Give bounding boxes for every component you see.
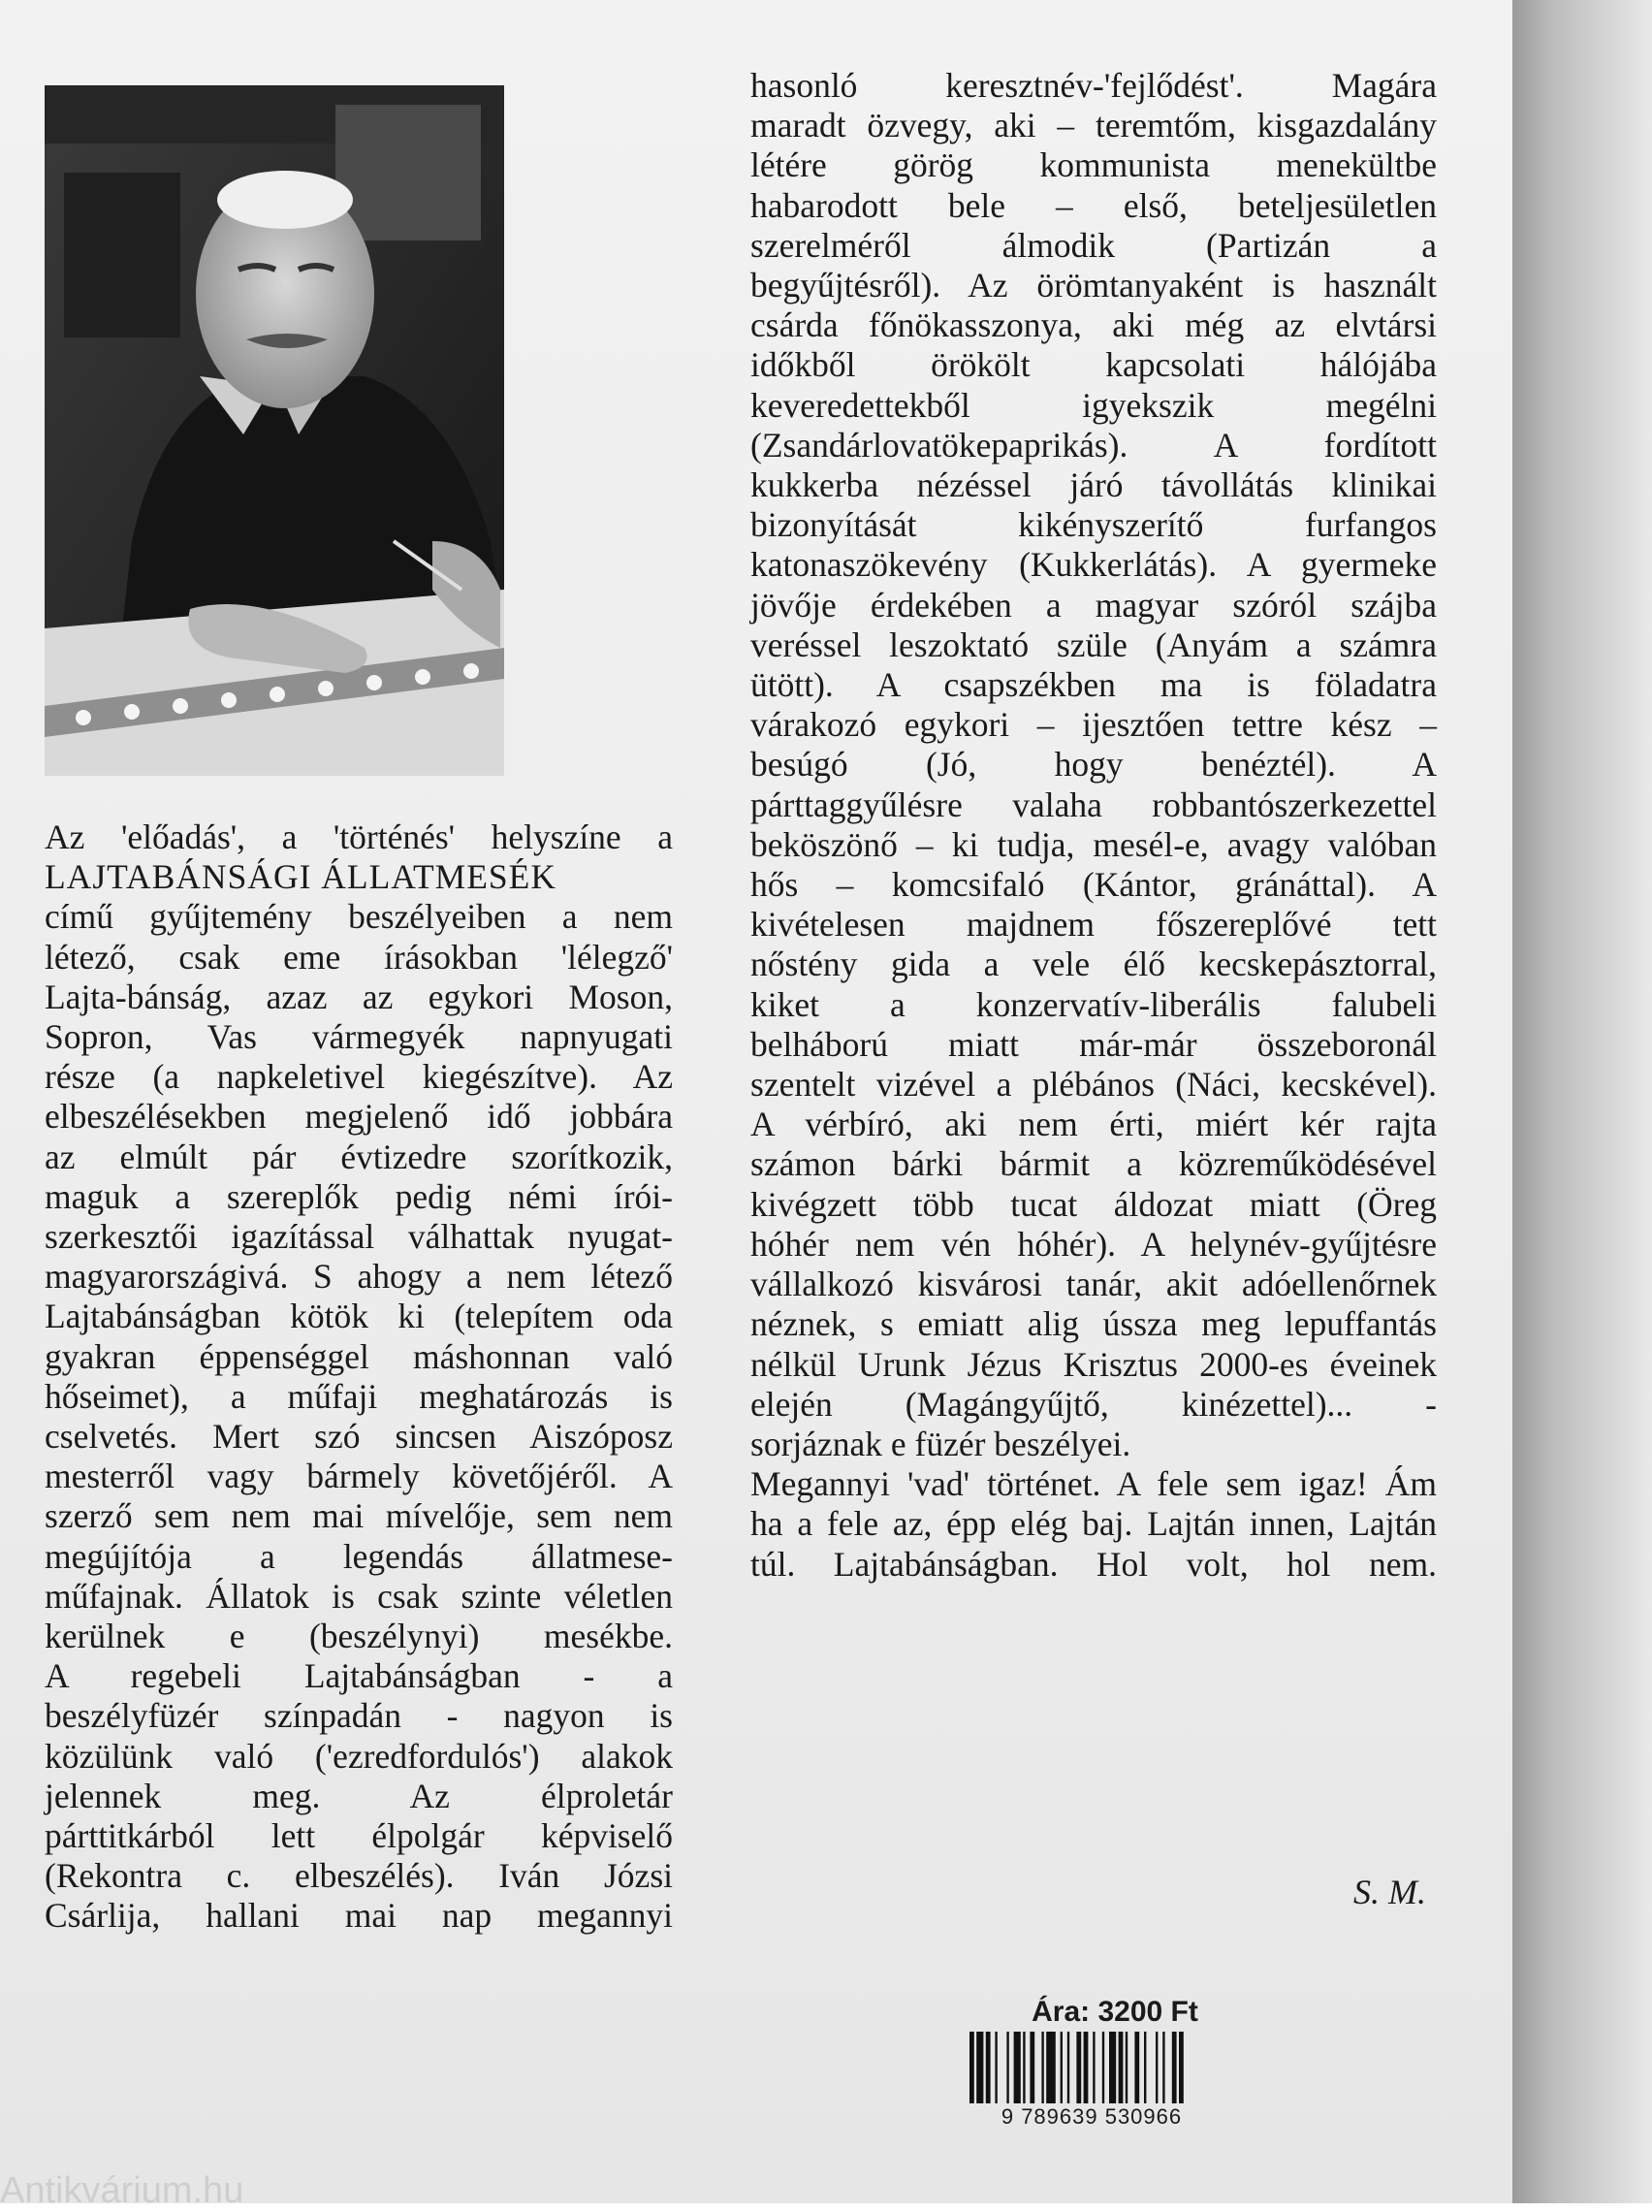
- text-line: párttaggyűlésre valaha robbantószerkezettel: [750, 785, 1437, 824]
- text-line: belháború miatt már-már összeboronál: [750, 1024, 1437, 1064]
- text-line: ha a fele az, épp elég baj. Lajtán innen, Lajtán: [750, 1504, 1437, 1544]
- text-line: A regebeli Lajtabánságban - a: [45, 1656, 673, 1696]
- text-line: elején (Magángyűjtő, kinézettel)... -: [750, 1384, 1437, 1424]
- text-line: megújítója a legendás állatmese-: [45, 1536, 673, 1576]
- text-line: létező, csak eme írásokban 'lélegző': [45, 937, 673, 977]
- author-signature: S. M.: [1353, 1873, 1426, 1911]
- text-line: hasonló keresztnév-'fejlődést'. Magára: [750, 66, 1437, 105]
- watermark: Antikvárium.hu: [0, 2170, 244, 2211]
- text-line: túl. Lajtabánságban. Hol volt, hol nem.: [750, 1544, 1437, 1584]
- text-line: várakozó egykori – ijesztően tettre kész –: [750, 705, 1437, 745]
- text-line: párttitkárból lett élpolgár képviselő: [45, 1816, 673, 1856]
- text-line: Az 'előadás', a 'történés' helyszíne a: [45, 817, 673, 856]
- text-line: nélkül Urunk Jézus Krisztus 2000-es éveinek: [750, 1344, 1437, 1384]
- text-line: jövője érdekében a magyar szóról szájba: [750, 585, 1437, 625]
- barcode: [966, 2032, 1218, 2103]
- text-line: számon bárki bármit a közreműködésével: [750, 1144, 1437, 1184]
- text-line: cselvetés. Mert szó sincsen Aiszóposz: [45, 1417, 673, 1457]
- text-line: kerülnek e (beszélynyi) mesékbe.: [45, 1617, 673, 1656]
- text-line: beszélyfüzér színpadán - nagyon is: [45, 1696, 673, 1736]
- text-line: szerkesztői igazítással válhattak nyugat-: [45, 1217, 673, 1257]
- text-line: kiket a konzervatív-liberális falubeli: [750, 984, 1437, 1024]
- text-line: című gyűjtemény beszélyeiben a nem: [45, 897, 673, 937]
- text-line: habarodott bele – első, beteljesületlen: [750, 185, 1437, 225]
- text-line: műfajnak. Állatok is csak szinte véletlen: [45, 1576, 673, 1616]
- text-line: Megannyi 'vad' történet. A fele sem igaz! Ám: [750, 1464, 1437, 1504]
- text-line: nőstény gida a vele élő kecskepásztorral,: [750, 945, 1437, 984]
- text-line: keveredettekből igyekszik megélni: [750, 385, 1437, 425]
- author-photo: [45, 85, 504, 776]
- text-line: Sopron, Vas vármegyék napnyugati: [45, 1017, 673, 1057]
- book-title: LAJTABÁNSÁGI ÁLLATMESÉK: [45, 857, 556, 897]
- text-line: kivételesen majdnem főszereplővé tett: [750, 905, 1437, 945]
- text-line: kukkerba nézéssel járó távollátás klinikai: [750, 465, 1437, 505]
- text-line: sorjáznak e füzér beszélyei.: [750, 1424, 1131, 1463]
- text-line: maradt özvegy, aki – teremtőm, kisgazdalány: [750, 106, 1437, 145]
- text-line: közülünk való ('ezredfordulós') alakok: [45, 1736, 673, 1776]
- page-edge-shadow: [1512, 0, 1652, 2203]
- text-line: magyarországivá. S ahogy a nem létező: [45, 1257, 673, 1297]
- text-line: szerző sem nem mai mívelője, sem nem: [45, 1496, 673, 1536]
- text-line: besúgó (Jó, hogy benéztél). A: [750, 745, 1437, 785]
- text-line: hős – komcsifaló (Kántor, gránáttal). A: [750, 865, 1437, 905]
- text-line: hőseimet), a műfaji meghatározás is: [45, 1376, 673, 1416]
- text-line: néznek, s emiatt alig ússza meg lepuffantás: [750, 1304, 1437, 1344]
- right-text-column: [750, 66, 1437, 1585]
- text-line: veréssel leszoktató szüle (Anyám a számra: [750, 625, 1437, 664]
- text-line: A vérbíró, aki nem érti, miért kér rajta: [750, 1105, 1437, 1144]
- text-line: vállalkozó kisvárosi tanár, akit adóellenőrnek: [750, 1265, 1437, 1304]
- text-line: beköszönő – ki tudja, mesél-e, avagy valóban: [750, 824, 1437, 864]
- text-line: szentelt vizével a plébános (Náci, kecskével).: [750, 1065, 1437, 1105]
- price-label: Ára: 3200 Ft: [1032, 1996, 1198, 2028]
- left-text-column: [45, 817, 673, 1937]
- text-line: csárda főnökasszonya, aki még az elvtársi: [750, 305, 1437, 345]
- barcode-digits: 9 789639 530966: [1001, 2104, 1183, 2129]
- text-line: kivégzett több tucat áldozat miatt (Öreg: [750, 1184, 1437, 1224]
- text-line: (Zsandárlovatökepaprikás). A fordított: [750, 425, 1437, 465]
- text-line: ütött). A csapszékben ma is föladatra: [750, 665, 1437, 705]
- text-line: bizonyítását kikényszerítő furfangos: [750, 505, 1437, 545]
- text-line: gyakran éppenséggel máshonnan való: [45, 1336, 673, 1376]
- text-line: létére görög kommunista menekültbe: [750, 145, 1437, 185]
- text-line: Csárlija, hallani mai nap megannyi: [45, 1896, 673, 1936]
- text-line: Lajtabánságban kötök ki (telepítem oda: [45, 1297, 673, 1336]
- text-line: elbeszélésekben megjelenő idő jobbára: [45, 1097, 673, 1137]
- text-line: része (a napkeletivel kiegészítve). Az: [45, 1057, 673, 1097]
- text-line: jelennek meg. Az élproletár: [45, 1776, 673, 1815]
- text-line: katonaszökevény (Kukkerlátás). A gyermeke: [750, 545, 1437, 585]
- text-line: szerelméről álmodik (Partizán a: [750, 225, 1437, 265]
- text-line: hóhér nem vén hóhér). A helynév-gyűjtésre: [750, 1224, 1437, 1264]
- text-line: (Rekontra c. elbeszélés). Iván Józsi: [45, 1856, 673, 1896]
- text-line: az elmúlt pár évtizedre szorítkozik,: [45, 1137, 673, 1176]
- text-line: időkből örökölt kapcsolati hálójába: [750, 345, 1437, 385]
- text-line: Lajta-bánság, azaz az egykori Moson,: [45, 977, 673, 1016]
- text-line: maguk a szereplők pedig némi írói-: [45, 1176, 673, 1216]
- text-line: mesterről vagy bármely követőjéről. A: [45, 1457, 673, 1496]
- text-line: begyűjtésről). Az örömtanyaként is használt: [750, 266, 1437, 305]
